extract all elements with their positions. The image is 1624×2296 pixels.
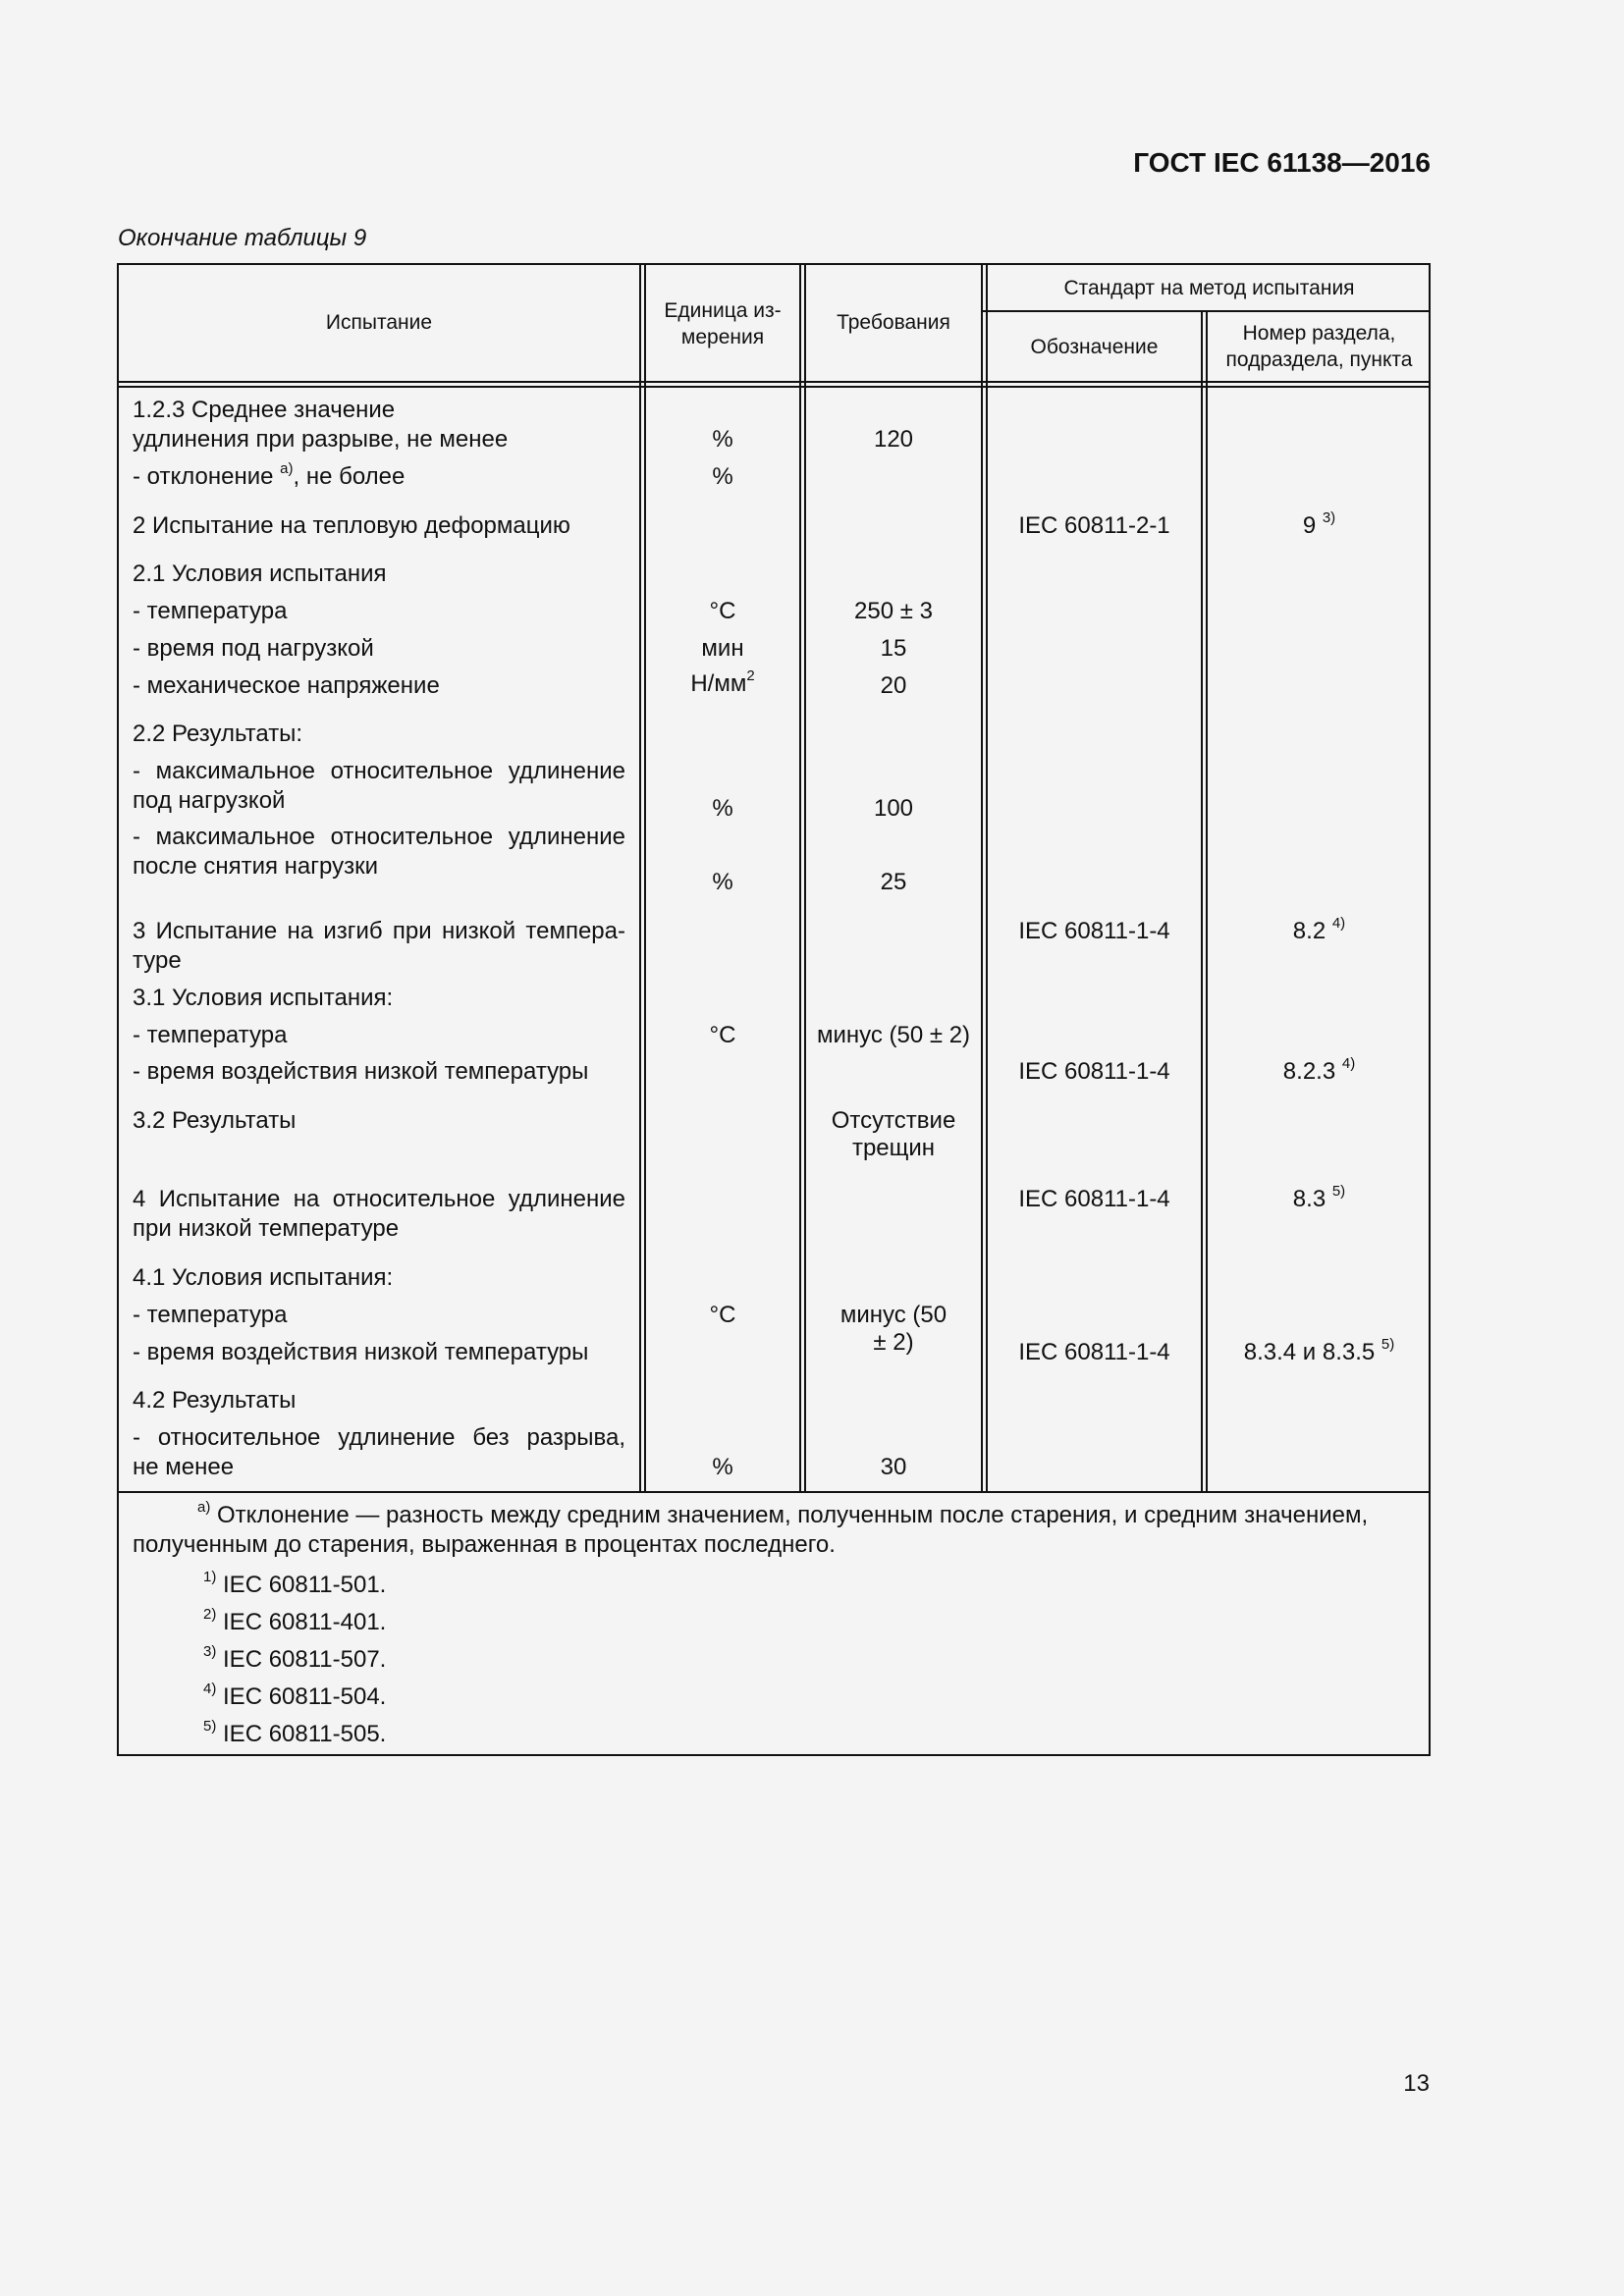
- unit-cell: °C: [709, 1302, 736, 1328]
- header-standard-group: Стандарт на метод испытания: [1063, 277, 1355, 299]
- designation-cell: IEC 60811-1-4: [1018, 1339, 1170, 1365]
- body-bottom-line: [119, 1491, 1431, 1493]
- unit-cell: %: [712, 1454, 733, 1480]
- test-cell: после снятия нагрузки: [133, 853, 379, 880]
- footnote-ref-a: а): [280, 460, 294, 477]
- designation-cell: IEC 60811-2-1: [1018, 512, 1170, 539]
- requirement-cell: 20: [880, 672, 907, 699]
- column-line-3: [981, 265, 983, 1491]
- test-cell: под нагрузкой: [133, 787, 286, 814]
- test-cell: 4.2 Результаты: [133, 1387, 297, 1414]
- designation-cell: IEC 60811-1-4: [1018, 918, 1170, 944]
- header-section: Номер раздела, подраздела, пункта: [1225, 322, 1413, 371]
- test-cell: - время воздействия низкой температуры: [133, 1339, 589, 1365]
- test-cell: 3 Испытание на изгиб при низкой темпера-: [133, 918, 625, 944]
- unit-cell: %: [712, 463, 733, 490]
- footnote-1: $^{1)}$ IEC 60811-501.: [203, 1569, 387, 1598]
- unit-cell: °C: [709, 598, 736, 624]
- header-designation: Обозначение: [1030, 336, 1159, 358]
- column-line-2: [799, 265, 801, 1491]
- section-cell: 9 $^{3)}$: [1302, 509, 1336, 539]
- requirement-cell: трещин: [851, 1135, 936, 1161]
- header-bottom-line-double: [119, 386, 1431, 388]
- test-cell: 4.1 Условия испытания:: [133, 1264, 394, 1291]
- footnote-3: $^{3)}$ IEC 60811-507.: [203, 1643, 387, 1673]
- test-cell: - механическое напряжение: [133, 672, 440, 699]
- test-cell: - относительное удлинение без разрыва,: [133, 1424, 625, 1451]
- test-cell: - время под нагрузкой: [133, 635, 374, 662]
- section-cell: 8.2 $^{4)}$: [1292, 915, 1346, 944]
- test-cell: туре: [133, 947, 182, 974]
- test-cell: при низкой температуре: [133, 1215, 400, 1242]
- requirement-cell: 100: [873, 795, 914, 822]
- footnote-a-mark: а): [197, 1499, 211, 1516]
- test-cell: - температура: [133, 598, 288, 624]
- unit-cell: %: [712, 795, 733, 822]
- test-cell: 2 Испытание на тепловую деформацию: [133, 512, 570, 539]
- requirement-cell: ± 2): [873, 1329, 914, 1356]
- unit-cell: °C: [709, 1022, 736, 1048]
- designation-cell: IEC 60811-1-4: [1018, 1186, 1170, 1212]
- requirement-cell: 250 ± 3: [854, 598, 933, 624]
- test-cell: 4 Испытание на относительное удлинение: [133, 1186, 625, 1212]
- requirement-cell: 25: [880, 869, 907, 895]
- test-cell: 3.1 Условия испытания:: [133, 985, 394, 1011]
- header-unit: Единица из- мерения: [664, 299, 782, 348]
- header-requirements: Требования: [837, 311, 950, 334]
- section-cell: 8.2.3 $^{4)}$: [1282, 1055, 1356, 1085]
- test-cell: - температура: [133, 1302, 288, 1328]
- header-test: Испытание: [325, 311, 433, 334]
- unit-cell: %: [712, 426, 733, 453]
- requirement-cell: 120: [873, 426, 914, 453]
- requirement-cell: минус (50 ± 2): [816, 1022, 971, 1048]
- footnote-4: $^{4)}$ IEC 60811-504.: [203, 1681, 387, 1710]
- requirement-cell: 30: [880, 1454, 907, 1480]
- column-line-4: [1201, 310, 1203, 1491]
- test-cell: не менее: [133, 1454, 235, 1480]
- table-caption: Окончание таблицы 9: [118, 225, 367, 251]
- unit-cell: мин: [701, 635, 744, 662]
- requirement-cell: Отсутствие: [831, 1107, 956, 1134]
- column-line-1: [639, 265, 641, 1491]
- test-cell: удлинения при разрыве, не менее: [133, 426, 509, 453]
- footnote-5: $^{5)}$ IEC 60811-505.: [203, 1718, 387, 1747]
- test-cell: - время воздействия низкой температуры: [133, 1058, 589, 1085]
- test-cell: 3.2 Результаты: [133, 1107, 297, 1134]
- test-cell: - температура: [133, 1022, 288, 1048]
- test-table: [117, 263, 1431, 1756]
- header-bottom-line: [119, 381, 1431, 383]
- page-number: 13: [1403, 2070, 1430, 2097]
- footnote-a: $^{а)}$ Отклонение — разность между средним значением, полученным после старения, и средним значением, полученным до старения, выраженная в процентах последнего.: [133, 1499, 1369, 1558]
- test-cell: 2.2 Результаты:: [133, 721, 303, 747]
- document-code: ГОСТ IEC 61138—2016: [1133, 147, 1431, 178]
- test-cell: - максимальное относительное удлинение: [133, 758, 625, 784]
- column-line-4b: [1206, 310, 1208, 1491]
- section-cell: 8.3 $^{5)}$: [1292, 1183, 1346, 1212]
- test-cell: - отклонение $^{а)}$, не более: [133, 460, 406, 490]
- section-cell: 8.3.4 и 8.3.5 $^{5)}$: [1243, 1336, 1395, 1365]
- test-cell: 2.1 Условия испытания: [133, 561, 387, 587]
- requirement-cell: минус (50: [839, 1302, 947, 1328]
- requirement-cell: 15: [880, 635, 907, 662]
- footnote-2: $^{2)}$ IEC 60811-401.: [203, 1606, 387, 1635]
- test-cell: 1.2.3 Среднее значение: [133, 397, 396, 423]
- column-line-3b: [986, 265, 988, 1491]
- test-cell: - максимальное относительное удлинение: [133, 824, 625, 850]
- designation-cell: IEC 60811-1-4: [1018, 1058, 1170, 1085]
- unit-cell: %: [712, 869, 733, 895]
- unit-cell: $Н/мм^2$: [690, 667, 755, 697]
